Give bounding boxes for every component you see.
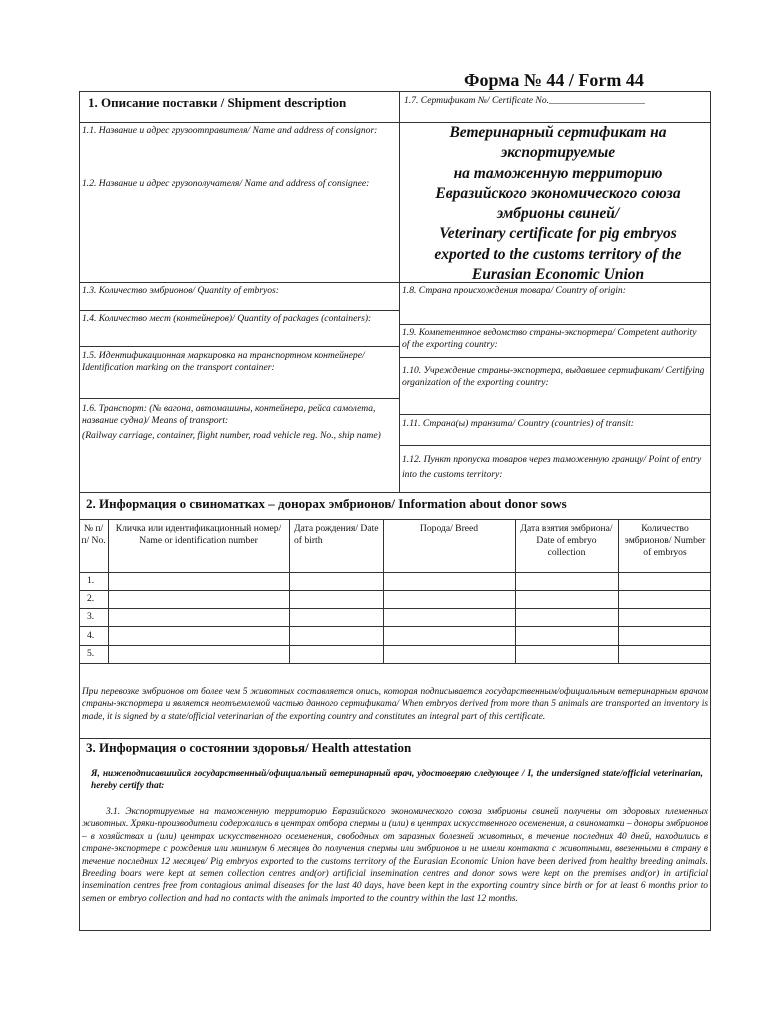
rule-1-9 — [399, 324, 711, 325]
rule-1-11 — [399, 414, 711, 415]
field-1-7-certificate-no: 1.7. Сертификат №/ Certificate No.____________________ — [404, 95, 645, 106]
cert-title-line: Veterinary certificate for pig embryos — [439, 225, 677, 243]
table-col-rule — [383, 519, 384, 664]
rule-1-12 — [399, 445, 711, 446]
field-1-8-country-of-origin: 1.8. Страна происхождения товара/ Country of origin: — [402, 285, 626, 296]
row-number: 1. — [87, 575, 95, 586]
table-row-rule — [79, 608, 711, 609]
field-1-1-consignor: 1.1. Название и адрес грузоотправителя/ Name and address of consignor: — [82, 125, 378, 136]
col-header-date-of-birth: Дата рождения/ Date of birth — [294, 523, 379, 546]
row-number: 4. — [87, 630, 95, 641]
table-row-rule — [79, 626, 711, 627]
field-1-10-certifying-organization: 1.10. Учреждение страны-экспортера, выдавшее сертификат/ Certifying organization of the exporting country: — [402, 365, 705, 388]
field-1-5-identification-marking: 1.5. Идентификационная маркировка на транспортном контейнере/ Identification marking on the transport container: — [82, 350, 365, 373]
veterinarian-declaration: Я, нижеподписавшийся государственный/официальный ветеринарный врач, удостоверяю следующее / I, the undersigned state/official veterinarian, hereby certify that: — [91, 769, 703, 792]
attestation-3-1: 3.1. Экспортируемые на таможенную территорию Евразийского экономического союза эмбрионы свиней получены от здоровых племенных животных. Хряки-производители содержались в центрах отбора спермы и (или) в центрах искусственного осеменения, а свиноматки – доноры эмбрионов – в хозяйствах и (или) центрах искусственного осеменения, свободных от заразных болезней животных, в течение последних 40 дней, находились в стране-экспортере с рождения или минимум 6 месяцев до получения спермы или эмбрионов и не имели контакта с животными, ввезенными в страну в течение последних 12 месяцев/ Pig embryos exported to the customs territory of the Eurasian Economic Union have been derived from healthy breeding animals. Breeding boars were kept at semen collection centres and(or) artificial insemination centres and donor sows were kept on the premises and(or) in artificial insemination centres free from contagious animal diseases for the last 40 days, have been kept in the exporting country since birth or for at least 6 months prior to semen or embryo collection and had no contacts with the animals imported to the country within the last 12 months. — [82, 807, 708, 904]
section1-title: 1. Описание поставки / Shipment description — [88, 95, 347, 110]
field-1-6-transport-details: (Railway carriage, container, flight number, road vehicle reg. No., ship name) — [82, 430, 381, 441]
form-title: Форма № 44 / Form 44 — [464, 70, 644, 90]
field-1-2-consignee: 1.2. Название и адрес грузополучателя/ Name and address of consignee: — [82, 178, 370, 189]
section2-title: 2. Информация о свиноматках – донорах эмбрионов/ Information about donor sows — [86, 496, 567, 511]
inventory-note: При перевозке эмбрионов от более чем 5 животных составляется опись, которая подписывается государственным/официальным ветеринарным врачом страны-экспортера и является неотъемлемой частью данного сертификата/ When embryos derived from more than 5 animals are transported an inventory is made, it is signed by a state/official veterinarian of the exporting country and constitutes an integral part of this certificate. — [82, 687, 708, 722]
rule-1-3 — [79, 282, 399, 283]
cert-title-line: эмбрионы свиней/ — [496, 205, 620, 223]
field-1-4-quantity-packages: 1.4. Количество мест (контейнеров)/ Quantity of packages (containers): — [82, 313, 372, 324]
col-header-no: № п/п/ No. — [81, 523, 106, 546]
cert-title-line: exported to the customs territory of the — [434, 245, 682, 263]
field-1-9-competent-authority: 1.9. Компетентное ведомство страны-экспортера/ Competent authority of the exporting country: — [402, 327, 697, 350]
rule-1-10 — [399, 357, 711, 358]
row-number: 5. — [87, 648, 95, 659]
field-1-3-quantity-embryos: 1.3. Количество эмбрионов/ Quantity of embryos: — [82, 285, 279, 296]
rule-1 — [79, 122, 399, 123]
table-col-rule — [108, 519, 109, 664]
rule-1-5 — [79, 346, 399, 347]
cert-title-line: Евразийского экономического союза — [435, 184, 681, 202]
table-row-rule — [79, 645, 711, 646]
cert-title-line: экспортируемые — [500, 144, 616, 162]
col-header-name-id: Кличка или идентификационный номер/ Name or identification number — [115, 523, 282, 546]
cert-title-line: Ветеринарный сертификат на — [449, 124, 667, 141]
table-col-rule — [289, 519, 290, 664]
row-number: 2. — [87, 593, 95, 604]
field-1-11-transit-countries: 1.11. Страна(ы) транзита/ Country (countries) of transit: — [402, 418, 634, 429]
col-header-number-of-embryos: Количество эмбрионов/ Number of embryos — [624, 523, 706, 558]
rule-1-4 — [79, 310, 399, 311]
section1-divider — [399, 91, 400, 493]
col-header-breed: Порода/ Breed — [419, 523, 479, 534]
field-1-12-point-of-entry: 1.12. Пункт пропуска товаров через таможенную границу/ Point of entry into the customs territory: — [402, 454, 702, 480]
certificate-title — [402, 123, 714, 285]
rule-1-6 — [79, 398, 399, 399]
table-row-rule — [79, 590, 711, 591]
col-header-collection-date: Дата взятия эмбриона/ Date of embryo collection — [520, 523, 613, 558]
cert-title-line: на таможенную территорию — [453, 164, 663, 182]
field-1-6-means-of-transport: 1.6. Транспорт: (№ вагона, автомашины, контейнера, рейса самолета, название судна)/ Means of transport: — [82, 403, 376, 426]
table-col-rule — [618, 519, 619, 664]
section3-title: 3. Информация о состоянии здоровья/ Health attestation — [86, 740, 412, 755]
row-number: 3. — [87, 611, 95, 622]
table-col-rule — [515, 519, 516, 664]
cert-title-line: Eurasian Economic Union — [471, 266, 645, 284]
table-header-rule — [79, 572, 711, 573]
